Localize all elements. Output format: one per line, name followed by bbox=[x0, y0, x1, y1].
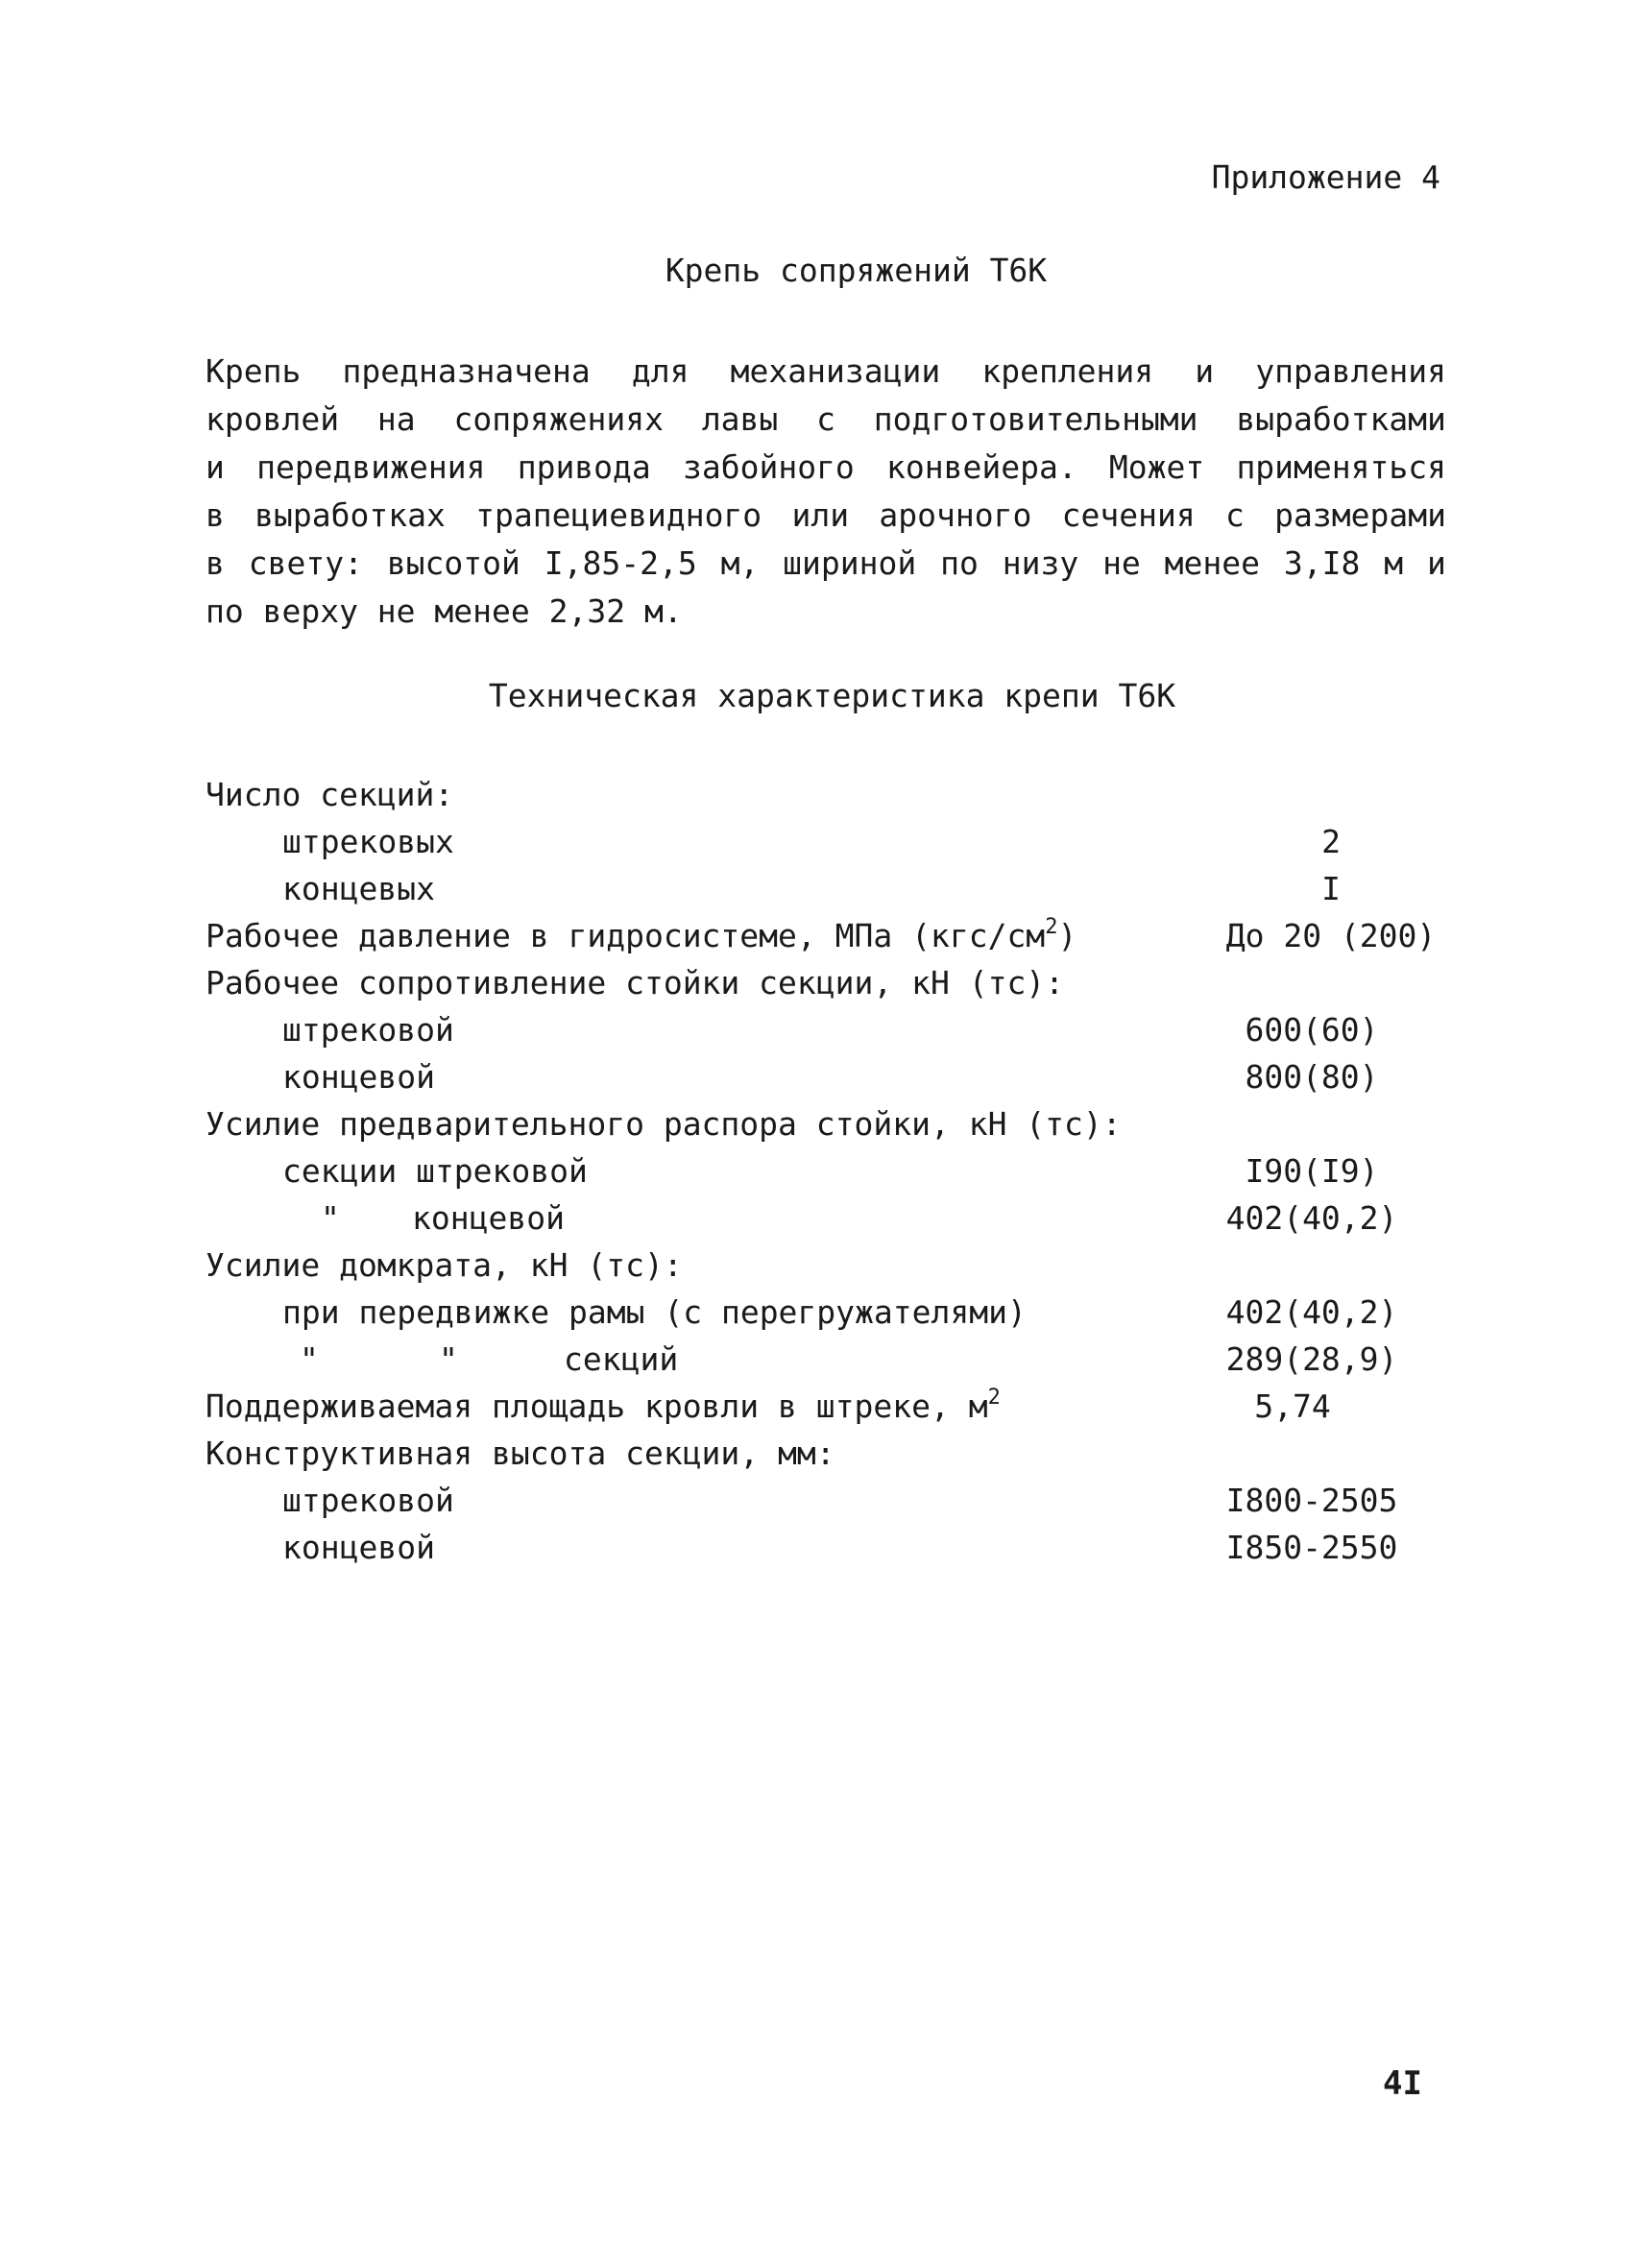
word: с bbox=[816, 400, 835, 438]
word: и bbox=[1426, 544, 1446, 582]
word: шириной bbox=[783, 544, 917, 582]
spec-row bbox=[206, 1053, 1446, 1100]
word: по bbox=[940, 544, 979, 582]
word: 3,I8 bbox=[1283, 544, 1361, 582]
word: м, bbox=[720, 544, 760, 582]
word: лавы bbox=[701, 400, 779, 438]
document-title: Крепь сопряжений Т6К bbox=[665, 252, 1048, 289]
intro-line bbox=[206, 348, 1446, 396]
spec-value: 402(40,2) bbox=[1225, 1199, 1398, 1237]
spec-label-text: концевой bbox=[412, 1199, 565, 1237]
word: не bbox=[1102, 544, 1141, 582]
word: подготовительными bbox=[873, 400, 1198, 438]
intro-line bbox=[206, 396, 1446, 444]
word: применяться bbox=[1236, 448, 1446, 486]
word: с bbox=[1225, 496, 1245, 534]
word: сопряжениях bbox=[453, 400, 664, 438]
spec-row bbox=[206, 1477, 1446, 1524]
spec-label: Конструктивная высота секции, мм: bbox=[206, 1435, 835, 1472]
intro-paragraph bbox=[206, 348, 1446, 636]
spec-value: 2 bbox=[1321, 823, 1341, 860]
spec-label: концевой bbox=[282, 1058, 435, 1096]
spec-row bbox=[206, 1524, 1446, 1571]
spec-row bbox=[206, 865, 1446, 912]
spec-label: штрековых bbox=[282, 823, 454, 860]
spec-value: I90(I9) bbox=[1245, 1152, 1379, 1190]
spec-row bbox=[206, 1242, 1446, 1289]
ditto-mark: " bbox=[321, 1199, 340, 1237]
word: трапециевидного bbox=[475, 496, 762, 534]
spec-row bbox=[206, 1336, 1446, 1383]
spec-value: 402(40,2) bbox=[1225, 1293, 1398, 1331]
intro-line bbox=[206, 492, 1446, 540]
spec-value: I850-2550 bbox=[1225, 1529, 1398, 1566]
word: конвейера. bbox=[886, 448, 1077, 486]
spec-label: Усилие предварительного распора стойки, кН (тс): bbox=[206, 1105, 1122, 1143]
word: в bbox=[206, 544, 225, 582]
page-number: 4I bbox=[1383, 2064, 1422, 2103]
specs-list bbox=[206, 771, 1446, 1571]
word: размерами bbox=[1274, 496, 1446, 534]
spec-row bbox=[206, 1006, 1446, 1053]
spec-row bbox=[206, 1194, 1446, 1242]
spec-label: штрековой bbox=[282, 1011, 454, 1049]
word: механизации bbox=[730, 352, 941, 390]
word: выработках bbox=[254, 496, 446, 534]
word: Крепь bbox=[206, 352, 302, 390]
superscript: 2 bbox=[1045, 915, 1058, 939]
spec-value: До 20 (200) bbox=[1225, 917, 1437, 954]
word: для bbox=[631, 352, 689, 390]
spec-label: Рабочее сопротивление стойки секции, кН (тс): bbox=[206, 964, 1065, 1001]
word: забойного bbox=[682, 448, 855, 486]
intro-line bbox=[206, 588, 1446, 636]
spec-row bbox=[206, 1430, 1446, 1477]
spec-value: 800(80) bbox=[1245, 1058, 1379, 1096]
word: сечения bbox=[1061, 496, 1196, 534]
word: на bbox=[376, 400, 416, 438]
spec-label bbox=[206, 1383, 1001, 1430]
word: кровлей bbox=[206, 400, 340, 438]
spec-label: штрековой bbox=[282, 1482, 454, 1519]
spec-value: 600(60) bbox=[1245, 1011, 1379, 1049]
word: или bbox=[791, 496, 850, 534]
spec-label: Число секций: bbox=[206, 776, 454, 813]
word: в bbox=[206, 496, 225, 534]
word: привода bbox=[517, 448, 651, 486]
word: I,85-2,5 bbox=[544, 544, 697, 582]
spec-label-end: ) bbox=[1057, 917, 1077, 954]
spec-label: секции штрековой bbox=[282, 1152, 588, 1190]
spec-label: Усилие домкрата, кН (тс): bbox=[206, 1246, 683, 1284]
word: свету: bbox=[248, 544, 363, 582]
spec-row bbox=[206, 1147, 1446, 1194]
word: управления bbox=[1255, 352, 1446, 390]
word: м bbox=[1384, 544, 1404, 582]
spec-row bbox=[206, 1383, 1446, 1430]
spec-label bbox=[206, 912, 1077, 959]
spec-row bbox=[206, 912, 1446, 959]
ditto-mark: " bbox=[300, 1340, 319, 1378]
spec-row bbox=[206, 1100, 1446, 1147]
spec-row bbox=[206, 959, 1446, 1006]
word: арочного bbox=[879, 496, 1032, 534]
spec-label bbox=[300, 1336, 678, 1383]
word: и bbox=[1195, 352, 1215, 390]
word: предназначена bbox=[342, 352, 591, 390]
specs-title: Техническая характеристика крепи Т6К bbox=[488, 677, 1176, 714]
spec-value: 289(28,9) bbox=[1225, 1340, 1398, 1378]
word: и bbox=[206, 448, 225, 486]
spec-label: концевой bbox=[282, 1529, 435, 1566]
spec-label-text: Рабочее давление в гидросистеме, МПа (кгс/см bbox=[206, 917, 1046, 954]
ditto-mark: " bbox=[439, 1340, 458, 1378]
intro-line bbox=[206, 444, 1446, 492]
spec-label-text: Поддерживаемая площадь кровли в штреке, м bbox=[206, 1387, 988, 1425]
spec-label: концевых bbox=[282, 870, 435, 907]
spec-label: при передвижке рамы (с перегружателями) bbox=[282, 1293, 1027, 1331]
word: Может bbox=[1108, 448, 1205, 486]
intro-line bbox=[206, 540, 1446, 588]
spec-label bbox=[321, 1194, 565, 1242]
word: высотой bbox=[386, 544, 520, 582]
spec-value: I bbox=[1321, 870, 1341, 907]
spec-row bbox=[206, 771, 1446, 818]
word: выработками bbox=[1236, 400, 1446, 438]
appendix-label: Приложение 4 bbox=[1211, 158, 1440, 196]
spec-row bbox=[206, 818, 1446, 865]
spec-label-text: секций bbox=[564, 1340, 679, 1378]
spec-row bbox=[206, 1289, 1446, 1336]
word: передвижения bbox=[256, 448, 486, 486]
spec-value: I800-2505 bbox=[1225, 1482, 1398, 1519]
word: низу bbox=[1002, 544, 1079, 582]
word: крепления bbox=[981, 352, 1154, 390]
word: менее bbox=[1164, 544, 1261, 582]
superscript: 2 bbox=[987, 1386, 1001, 1410]
spec-value: 5,74 bbox=[1254, 1387, 1331, 1425]
intro-last-line: по верху не менее 2,32 м. bbox=[206, 592, 683, 630]
